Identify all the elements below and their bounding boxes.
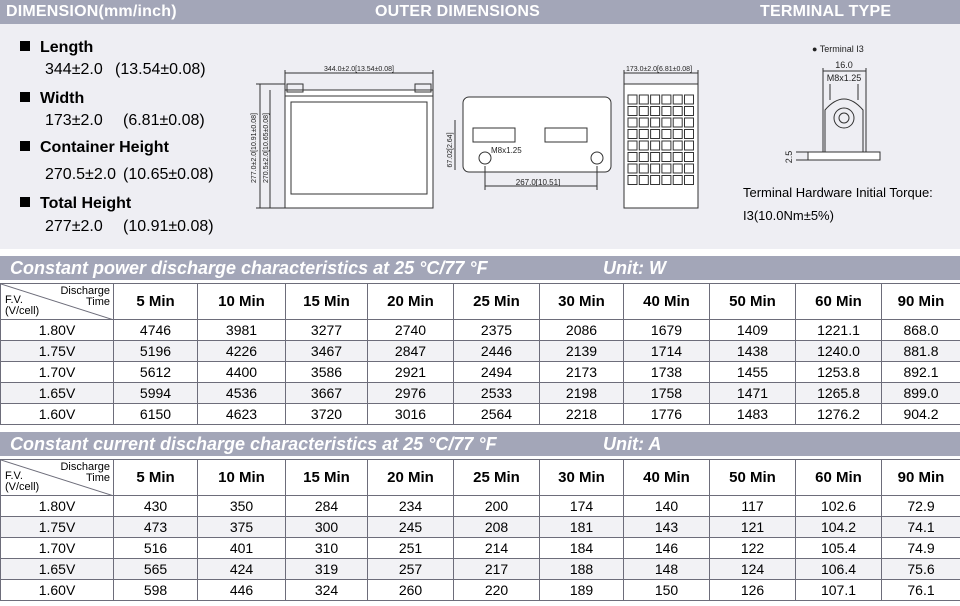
value-cell: 117 <box>710 496 796 517</box>
current-section-bar <box>0 432 960 456</box>
value-cell: 324 <box>286 580 368 601</box>
column-header: 25 Min <box>454 284 540 320</box>
spec-container-height-value: 270.5±2.0 (10.65±0.08) <box>45 166 214 183</box>
value-cell: 1253.8 <box>796 362 882 383</box>
value-cell: 375 <box>198 517 286 538</box>
value-cell: 184 <box>540 538 624 559</box>
value-cell: 102.6 <box>796 496 882 517</box>
value-cell: 516 <box>114 538 198 559</box>
value-cell: 401 <box>198 538 286 559</box>
value-cell: 300 <box>286 517 368 538</box>
discharge-time-label: Discharge Time <box>60 461 110 484</box>
table-corner-cell <box>1 460 114 496</box>
value-cell: 6150 <box>114 404 198 425</box>
value-cell: 200 <box>454 496 540 517</box>
terminal-type-heading: TERMINAL TYPE <box>760 3 892 20</box>
front-view-drawing <box>256 70 433 208</box>
value-cell: 2564 <box>454 404 540 425</box>
discharge-time-label: Discharge Time <box>60 285 110 308</box>
column-header: 60 Min <box>796 284 882 320</box>
value-cell: 2921 <box>368 362 454 383</box>
value-cell: 2086 <box>540 320 624 341</box>
value-cell: 251 <box>368 538 454 559</box>
value-cell: 74.1 <box>882 517 960 538</box>
column-header: 50 Min <box>710 460 796 496</box>
table-row <box>1 559 960 580</box>
value-cell: 3667 <box>286 383 368 404</box>
value-cell: 75.6 <box>882 559 960 580</box>
terminal-height-label: 67.02[2.64] <box>447 132 454 168</box>
value-cell: 565 <box>114 559 198 580</box>
width-dimension-label: 173.0±2.0[6.81±0.08] <box>625 66 693 73</box>
column-header: 10 Min <box>198 284 286 320</box>
terminal-height-value: 2.5 <box>784 150 794 164</box>
value-cell: 3981 <box>198 320 286 341</box>
value-cell: 2847 <box>368 341 454 362</box>
value-cell: 3277 <box>286 320 368 341</box>
column-header: 30 Min <box>540 284 624 320</box>
value-cell: 4746 <box>114 320 198 341</box>
value-cell: 2198 <box>540 383 624 404</box>
value-cell: 473 <box>114 517 198 538</box>
value-cell: 74.9 <box>882 538 960 559</box>
value-cell: 3586 <box>286 362 368 383</box>
value-cell: 892.1 <box>882 362 960 383</box>
value-cell: 76.1 <box>882 580 960 601</box>
column-header: 90 Min <box>882 284 960 320</box>
value-cell: 899.0 <box>882 383 960 404</box>
current-section-title: Constant current discharge characteristics at 25 °C/77 °F <box>10 434 497 454</box>
value-cell: 174 <box>540 496 624 517</box>
value-cell: 2173 <box>540 362 624 383</box>
value-cell: 430 <box>114 496 198 517</box>
value-cell: 2139 <box>540 341 624 362</box>
value-cell: 4400 <box>198 362 286 383</box>
value-cell: 3720 <box>286 404 368 425</box>
column-header: 40 Min <box>624 284 710 320</box>
value-cell: 124 <box>710 559 796 580</box>
table-corner-cell <box>1 284 114 320</box>
spec-total-height-label: Total Height <box>20 195 131 213</box>
value-cell: 598 <box>114 580 198 601</box>
table-row <box>1 362 960 383</box>
final-voltage-cell: 1.80V <box>1 320 114 341</box>
value-cell: 4623 <box>198 404 286 425</box>
side-view-drawing <box>624 70 698 208</box>
final-voltage-cell: 1.80V <box>1 496 114 517</box>
value-cell: 1714 <box>624 341 710 362</box>
column-header: 50 Min <box>710 284 796 320</box>
value-cell: 1471 <box>710 383 796 404</box>
value-cell: 904.2 <box>882 404 960 425</box>
terminal-width-label: 16.0 <box>835 60 853 70</box>
value-cell: 284 <box>286 496 368 517</box>
spec-length-label: Length <box>20 39 93 57</box>
final-voltage-cell: 1.60V <box>1 580 114 601</box>
value-cell: 424 <box>198 559 286 580</box>
column-header: 25 Min <box>454 460 540 496</box>
value-cell: 1221.1 <box>796 320 882 341</box>
spec-width-label: Width <box>20 90 84 108</box>
column-header: 5 Min <box>114 284 198 320</box>
column-header: 20 Min <box>368 460 454 496</box>
value-cell: 1276.2 <box>796 404 882 425</box>
outer-dimensions-heading: OUTER DIMENSIONS <box>375 3 540 20</box>
table-row <box>1 517 960 538</box>
value-cell: 446 <box>198 580 286 601</box>
terminal-spacing-label: 267.0[10.51] <box>515 178 561 187</box>
current-unit: Unit: A <box>603 434 662 454</box>
value-cell: 4536 <box>198 383 286 404</box>
column-header: 15 Min <box>286 460 368 496</box>
value-cell: 143 <box>624 517 710 538</box>
value-cell: 107.1 <box>796 580 882 601</box>
column-header: 90 Min <box>882 460 960 496</box>
value-cell: 319 <box>286 559 368 580</box>
value-cell: 189 <box>540 580 624 601</box>
current-discharge-table <box>0 459 960 601</box>
value-cell: 121 <box>710 517 796 538</box>
value-cell: 72.9 <box>882 496 960 517</box>
value-cell: 257 <box>368 559 454 580</box>
column-header: 5 Min <box>114 460 198 496</box>
value-cell: 4226 <box>198 341 286 362</box>
value-cell: 188 <box>540 559 624 580</box>
table-row <box>1 404 960 425</box>
table-row <box>1 320 960 341</box>
value-cell: 1409 <box>710 320 796 341</box>
value-cell: 148 <box>624 559 710 580</box>
value-cell: 2218 <box>540 404 624 425</box>
value-cell: 1455 <box>710 362 796 383</box>
final-voltage-cell: 1.65V <box>1 559 114 580</box>
value-cell: 2740 <box>368 320 454 341</box>
column-header: 40 Min <box>624 460 710 496</box>
value-cell: 5612 <box>114 362 198 383</box>
value-cell: 140 <box>624 496 710 517</box>
value-cell: 3016 <box>368 404 454 425</box>
value-cell: 5994 <box>114 383 198 404</box>
value-cell: 1679 <box>624 320 710 341</box>
value-cell: 3467 <box>286 341 368 362</box>
final-voltage-cell: 1.70V <box>1 362 114 383</box>
torque-line-2: I3(10.0Nm±5%) <box>743 208 834 223</box>
final-voltage-cell: 1.70V <box>1 538 114 559</box>
outer-dimension-drawings <box>0 0 960 250</box>
column-header: 30 Min <box>540 460 624 496</box>
column-header: 15 Min <box>286 284 368 320</box>
top-view-drawing <box>455 97 611 190</box>
value-cell: 2446 <box>454 341 540 362</box>
value-cell: 122 <box>710 538 796 559</box>
total-height-dimension-label: 277.0±2.0[10.91±0.08] <box>251 113 258 183</box>
value-cell: 217 <box>454 559 540 580</box>
value-cell: 1265.8 <box>796 383 882 404</box>
value-cell: 1483 <box>710 404 796 425</box>
bolt-size-label: M8x1.25 <box>491 146 522 155</box>
spec-total-height-value: 277±2.0 (10.91±0.08) <box>45 218 214 235</box>
column-header: 60 Min <box>796 460 882 496</box>
value-cell: 5196 <box>114 341 198 362</box>
column-header: 20 Min <box>368 284 454 320</box>
value-cell: 150 <box>624 580 710 601</box>
spec-length-value: 344±2.0 (13.54±0.08) <box>45 61 206 78</box>
value-cell: 234 <box>368 496 454 517</box>
value-cell: 214 <box>454 538 540 559</box>
final-voltage-cell: 1.75V <box>1 341 114 362</box>
value-cell: 310 <box>286 538 368 559</box>
power-section-title: Constant power discharge characteristics at 25 °C/77 °F <box>10 258 488 278</box>
value-cell: 2494 <box>454 362 540 383</box>
final-voltage-cell: 1.60V <box>1 404 114 425</box>
value-cell: 181 <box>540 517 624 538</box>
value-cell: 2375 <box>454 320 540 341</box>
torque-line-1: Terminal Hardware Initial Torque: <box>743 185 933 200</box>
value-cell: 350 <box>198 496 286 517</box>
table-row <box>1 538 960 559</box>
value-cell: 146 <box>624 538 710 559</box>
value-cell: 220 <box>454 580 540 601</box>
table-header-row <box>1 284 960 320</box>
final-voltage-label: F.V. (V/cell) <box>5 294 40 317</box>
final-voltage-cell: 1.75V <box>1 517 114 538</box>
value-cell: 105.4 <box>796 538 882 559</box>
terminal-bolt-label: M8x1.25 <box>826 73 862 83</box>
final-voltage-cell: 1.65V <box>1 383 114 404</box>
table-row <box>1 580 960 601</box>
table-row <box>1 383 960 404</box>
value-cell: 868.0 <box>882 320 960 341</box>
terminal-name-label: ● Terminal I3 <box>812 44 864 54</box>
power-section-bar <box>0 256 960 280</box>
value-cell: 126 <box>710 580 796 601</box>
value-cell: 1738 <box>624 362 710 383</box>
value-cell: 1776 <box>624 404 710 425</box>
table-header-row <box>1 460 960 496</box>
value-cell: 260 <box>368 580 454 601</box>
value-cell: 1758 <box>624 383 710 404</box>
length-dimension-label: 344.0±2.0[13.54±0.08] <box>324 66 394 73</box>
table-row <box>1 496 960 517</box>
value-cell: 208 <box>454 517 540 538</box>
value-cell: 245 <box>368 517 454 538</box>
value-cell: 881.8 <box>882 341 960 362</box>
dimension-heading: DIMENSION(mm/inch) <box>6 3 177 20</box>
power-discharge-table <box>0 283 960 425</box>
power-unit: Unit: W <box>603 258 666 278</box>
final-voltage-label: F.V. (V/cell) <box>5 470 40 493</box>
value-cell: 1240.0 <box>796 341 882 362</box>
table-row <box>1 341 960 362</box>
value-cell: 1438 <box>710 341 796 362</box>
value-cell: 104.2 <box>796 517 882 538</box>
value-cell: 2533 <box>454 383 540 404</box>
spec-width-value: 173±2.0 (6.81±0.08) <box>45 112 205 129</box>
value-cell: 2976 <box>368 383 454 404</box>
column-header: 10 Min <box>198 460 286 496</box>
container-height-dimension-label: 270.5±2.0[10.65±0.08] <box>263 113 270 183</box>
value-cell: 106.4 <box>796 559 882 580</box>
spec-container-height-label: Container Height <box>20 139 169 157</box>
